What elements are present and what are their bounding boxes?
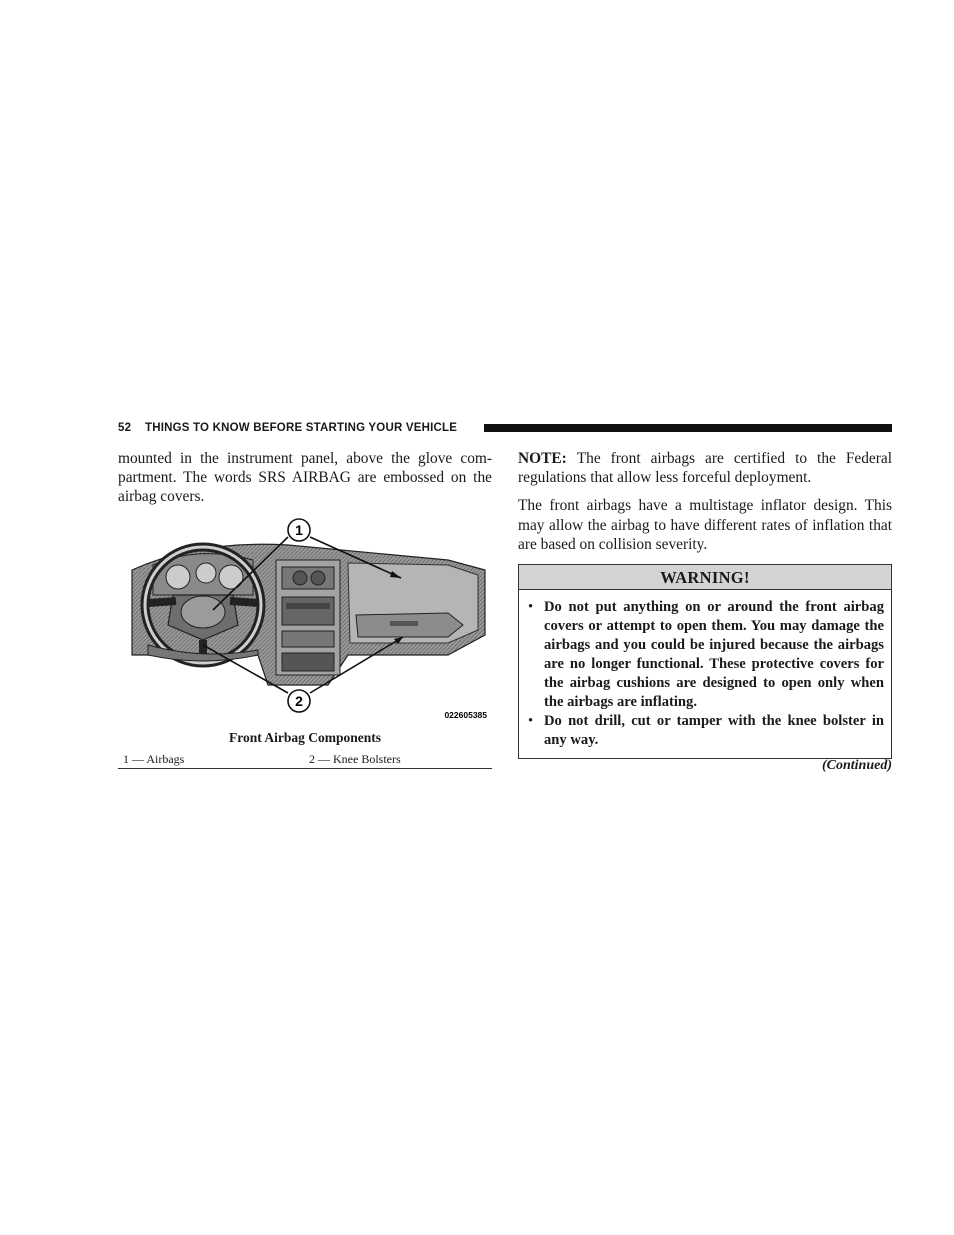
warning-item: [526, 598, 884, 712]
note-text: The front airbags are certified to the Federal regulations that allow less forceful deployment.: [518, 450, 892, 487]
note-label: NOTE:: [518, 450, 567, 467]
warning-item: [526, 712, 884, 750]
note-paragraph: [518, 449, 892, 487]
continued-label: (Continued): [821, 758, 892, 773]
intro-paragraph: mounted in the instrument panel, above the glove com-partment. The words SRS AIRBAG are embossed on the airbag covers.: [118, 450, 492, 506]
warning-list: [519, 590, 891, 750]
dashboard-drawing: [118, 515, 492, 725]
bullet: •: [528, 599, 534, 615]
running-header: [118, 420, 892, 436]
warning-title: WARNING!: [519, 565, 891, 590]
warning-item-text: Do not put anything on or around the front airbag covers or attempt to open them. You may damage the airbags and you could be injured because the airbags are no longer functional. These protective covers for the airbag cushions are designed to open only when the airbags are inflating.: [544, 599, 884, 710]
callout-1: 1: [295, 522, 303, 538]
legend-item-airbags: 1 — Airbags: [123, 752, 185, 766]
section-title: THINGS TO KNOW BEFORE STARTING YOUR VEHICLE: [145, 422, 458, 434]
warning-item-text: Do not drill, cut or tamper with the knee bolster in any way.: [544, 713, 884, 748]
bullet: •: [528, 713, 534, 729]
legend-item-knee-bolsters: 2 — Knee Bolsters: [309, 752, 401, 766]
figure-caption: Front Airbag Components: [228, 730, 381, 745]
warning-box: [518, 564, 892, 759]
callout-2: 2: [295, 693, 303, 709]
header-rule: [484, 424, 892, 432]
figure-legend: [118, 752, 492, 769]
page-number: 52: [118, 422, 132, 434]
dashboard-illustration: [118, 515, 492, 725]
right-column: [518, 449, 892, 554]
left-column: [118, 449, 492, 507]
inflator-paragraph: The front airbags have a multistage inflator design. This may allow the airbag to have different rates of inflation that are based on collision severity.: [518, 497, 892, 553]
image-code: 022605385: [444, 710, 487, 720]
